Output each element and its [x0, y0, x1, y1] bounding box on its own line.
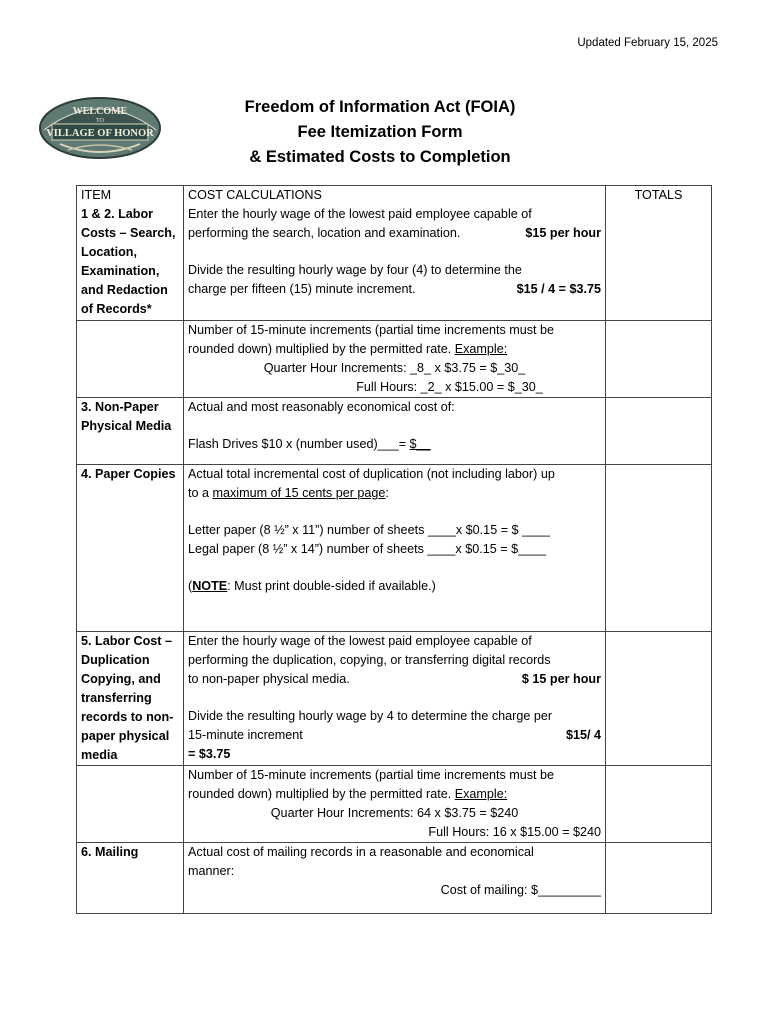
example-full: Full Hours: 16 x $15.00 = $240	[428, 825, 601, 839]
item-label: 6. Mailing	[81, 845, 139, 859]
cost-text: performing the search, location and examination.	[188, 226, 461, 240]
item-label: records to non-	[81, 710, 174, 724]
table-row	[77, 186, 712, 321]
cost-text: Divide the resulting hourly wage by 4 to determine the charge per	[188, 709, 553, 723]
title-line-1: Freedom of Information Act (FOIA)	[244, 98, 516, 116]
item-label: media	[81, 748, 118, 762]
cost-text: to a	[188, 486, 213, 500]
totals-cell-paper[interactable]	[606, 465, 712, 632]
title-line-2: Fee Itemization Form	[297, 123, 463, 141]
cost-text: Divide the resulting hourly wage by four (4) to determine the	[188, 263, 522, 277]
table-row	[77, 398, 712, 465]
item-label: Examination,	[81, 264, 160, 278]
item-label: Costs – Search,	[81, 226, 176, 240]
item-label: transferring	[81, 691, 152, 705]
totals-cell-mailing[interactable]	[606, 843, 712, 914]
example-full: Full Hours: _2_ x $15.00 = $_30_	[356, 380, 543, 394]
item-label: of Records*	[81, 302, 152, 316]
header-cost: COST CALCULATIONS	[188, 188, 322, 202]
cost-text: to non-paper physical media.	[188, 672, 350, 686]
table-row	[77, 632, 712, 766]
rate-value: $ 15 per hour	[521, 672, 601, 686]
header-item: ITEM	[81, 188, 112, 202]
item-label: Location,	[81, 245, 137, 259]
rate-value: $15 per hour	[525, 226, 601, 240]
logo-village-text: VILLAGE OF HONOR	[46, 128, 154, 139]
cost-cell-increments	[184, 321, 606, 398]
item-cell-empty	[77, 766, 184, 843]
totals-cell-dup-increments[interactable]	[606, 766, 712, 843]
table-row	[77, 465, 712, 632]
item-cell-empty	[77, 321, 184, 398]
note-label: NOTE	[192, 579, 228, 593]
cost-cell-dup-increments	[184, 766, 606, 843]
cost-text: Number of 15-minute increments (partial time increments must be	[188, 768, 555, 782]
totals-cell-labor[interactable]	[606, 186, 712, 321]
example-quarter: Quarter Hour Increments: _8_ x $3.75 = $_30_	[263, 361, 526, 375]
totals-cell-nonpaper[interactable]	[606, 398, 712, 465]
cost-text: Actual cost of mailing records in a reasonable and economical	[188, 845, 534, 859]
header-totals: TOTALS	[634, 188, 683, 202]
cost-text: Actual total incremental cost of duplication (not including labor) up	[188, 467, 555, 481]
item-label: Physical Media	[81, 419, 172, 433]
item-cell-dup	[77, 632, 184, 766]
totals-cell-increments[interactable]	[606, 321, 712, 398]
item-label: 5. Labor Cost –	[81, 634, 172, 648]
item-cell-mailing	[77, 843, 184, 914]
totals-cell-dup[interactable]	[606, 632, 712, 766]
cost-text: 15-minute increment	[188, 728, 303, 742]
logo-to-text: TO	[96, 118, 104, 124]
table-row	[77, 321, 712, 398]
max-per-page: maximum of 15 cents per page	[212, 486, 386, 500]
flash-drive-total: $__	[409, 437, 431, 451]
flash-drive-text: Flash Drives $10 x (number used)___=	[188, 437, 410, 451]
item-label: Duplication	[81, 653, 150, 667]
example-quarter: Quarter Hour Increments: 64 x $3.75 = $240	[270, 806, 519, 820]
item-cell-labor	[77, 186, 184, 321]
letter-paper-line: Letter paper (8 ½” x 11”) number of sheets ____x $0.15 = $ ____	[188, 523, 551, 537]
cost-text: performing the duplication, copying, or transferring digital records	[188, 653, 551, 667]
cost-text: Enter the hourly wage of the lowest paid employee capable of	[188, 634, 532, 648]
cost-text: manner:	[188, 864, 235, 878]
rate-value: $15/ 4	[565, 728, 601, 742]
item-cell-nonpaper	[77, 398, 184, 465]
cost-text: Enter the hourly wage of the lowest paid employee capable of	[188, 207, 532, 221]
cost-text: rounded down) multiplied by the permitted rate.	[188, 787, 452, 801]
table-row	[77, 766, 712, 843]
title-line-3: & Estimated Costs to Completion	[249, 148, 511, 166]
item-cell-paper	[77, 465, 184, 632]
cost-cell-nonpaper	[184, 398, 606, 465]
form-title	[180, 95, 580, 170]
note-text: : Must print double-sided if available.)	[227, 579, 436, 593]
cost-cell-paper	[184, 465, 606, 632]
item-label: and Redaction	[81, 283, 168, 297]
cost-text: :	[385, 486, 389, 500]
table-row	[77, 843, 712, 914]
item-label: paper physical	[81, 729, 170, 743]
cost-text: Number of 15-minute increments (partial time increments must be	[188, 323, 555, 337]
logo-welcome-text: WELCOME	[72, 106, 128, 117]
cost-cell-mailing	[184, 843, 606, 914]
note-text: (	[188, 579, 193, 593]
rate-value: = $3.75	[188, 747, 231, 761]
cost-cell-labor	[184, 186, 606, 321]
updated-date: Updated February 15, 2025	[577, 37, 718, 49]
legal-paper-line: Legal paper (8 ½” x 14”) number of sheets ____x $0.15 = $____	[188, 542, 547, 556]
cost-text: rounded down) multiplied by the permitted rate.	[188, 342, 452, 356]
item-label: 4. Paper Copies	[81, 467, 176, 481]
cost-text: charge per fifteen (15) minute increment.	[188, 282, 416, 296]
cost-text: Actual and most reasonably economical cost of:	[188, 400, 455, 414]
item-label: 1 & 2. Labor	[81, 207, 154, 221]
item-label: Copying, and	[81, 672, 161, 686]
item-label: 3. Non-Paper	[81, 400, 159, 414]
cost-cell-dup	[184, 632, 606, 766]
fee-itemization-table	[76, 185, 712, 914]
rate-value: $15 / 4 = $3.75	[516, 282, 601, 296]
village-logo	[38, 96, 162, 160]
example-label: Example:	[454, 342, 508, 356]
example-label: Example:	[454, 787, 508, 801]
mailing-cost: Cost of mailing: $_________	[440, 883, 601, 897]
